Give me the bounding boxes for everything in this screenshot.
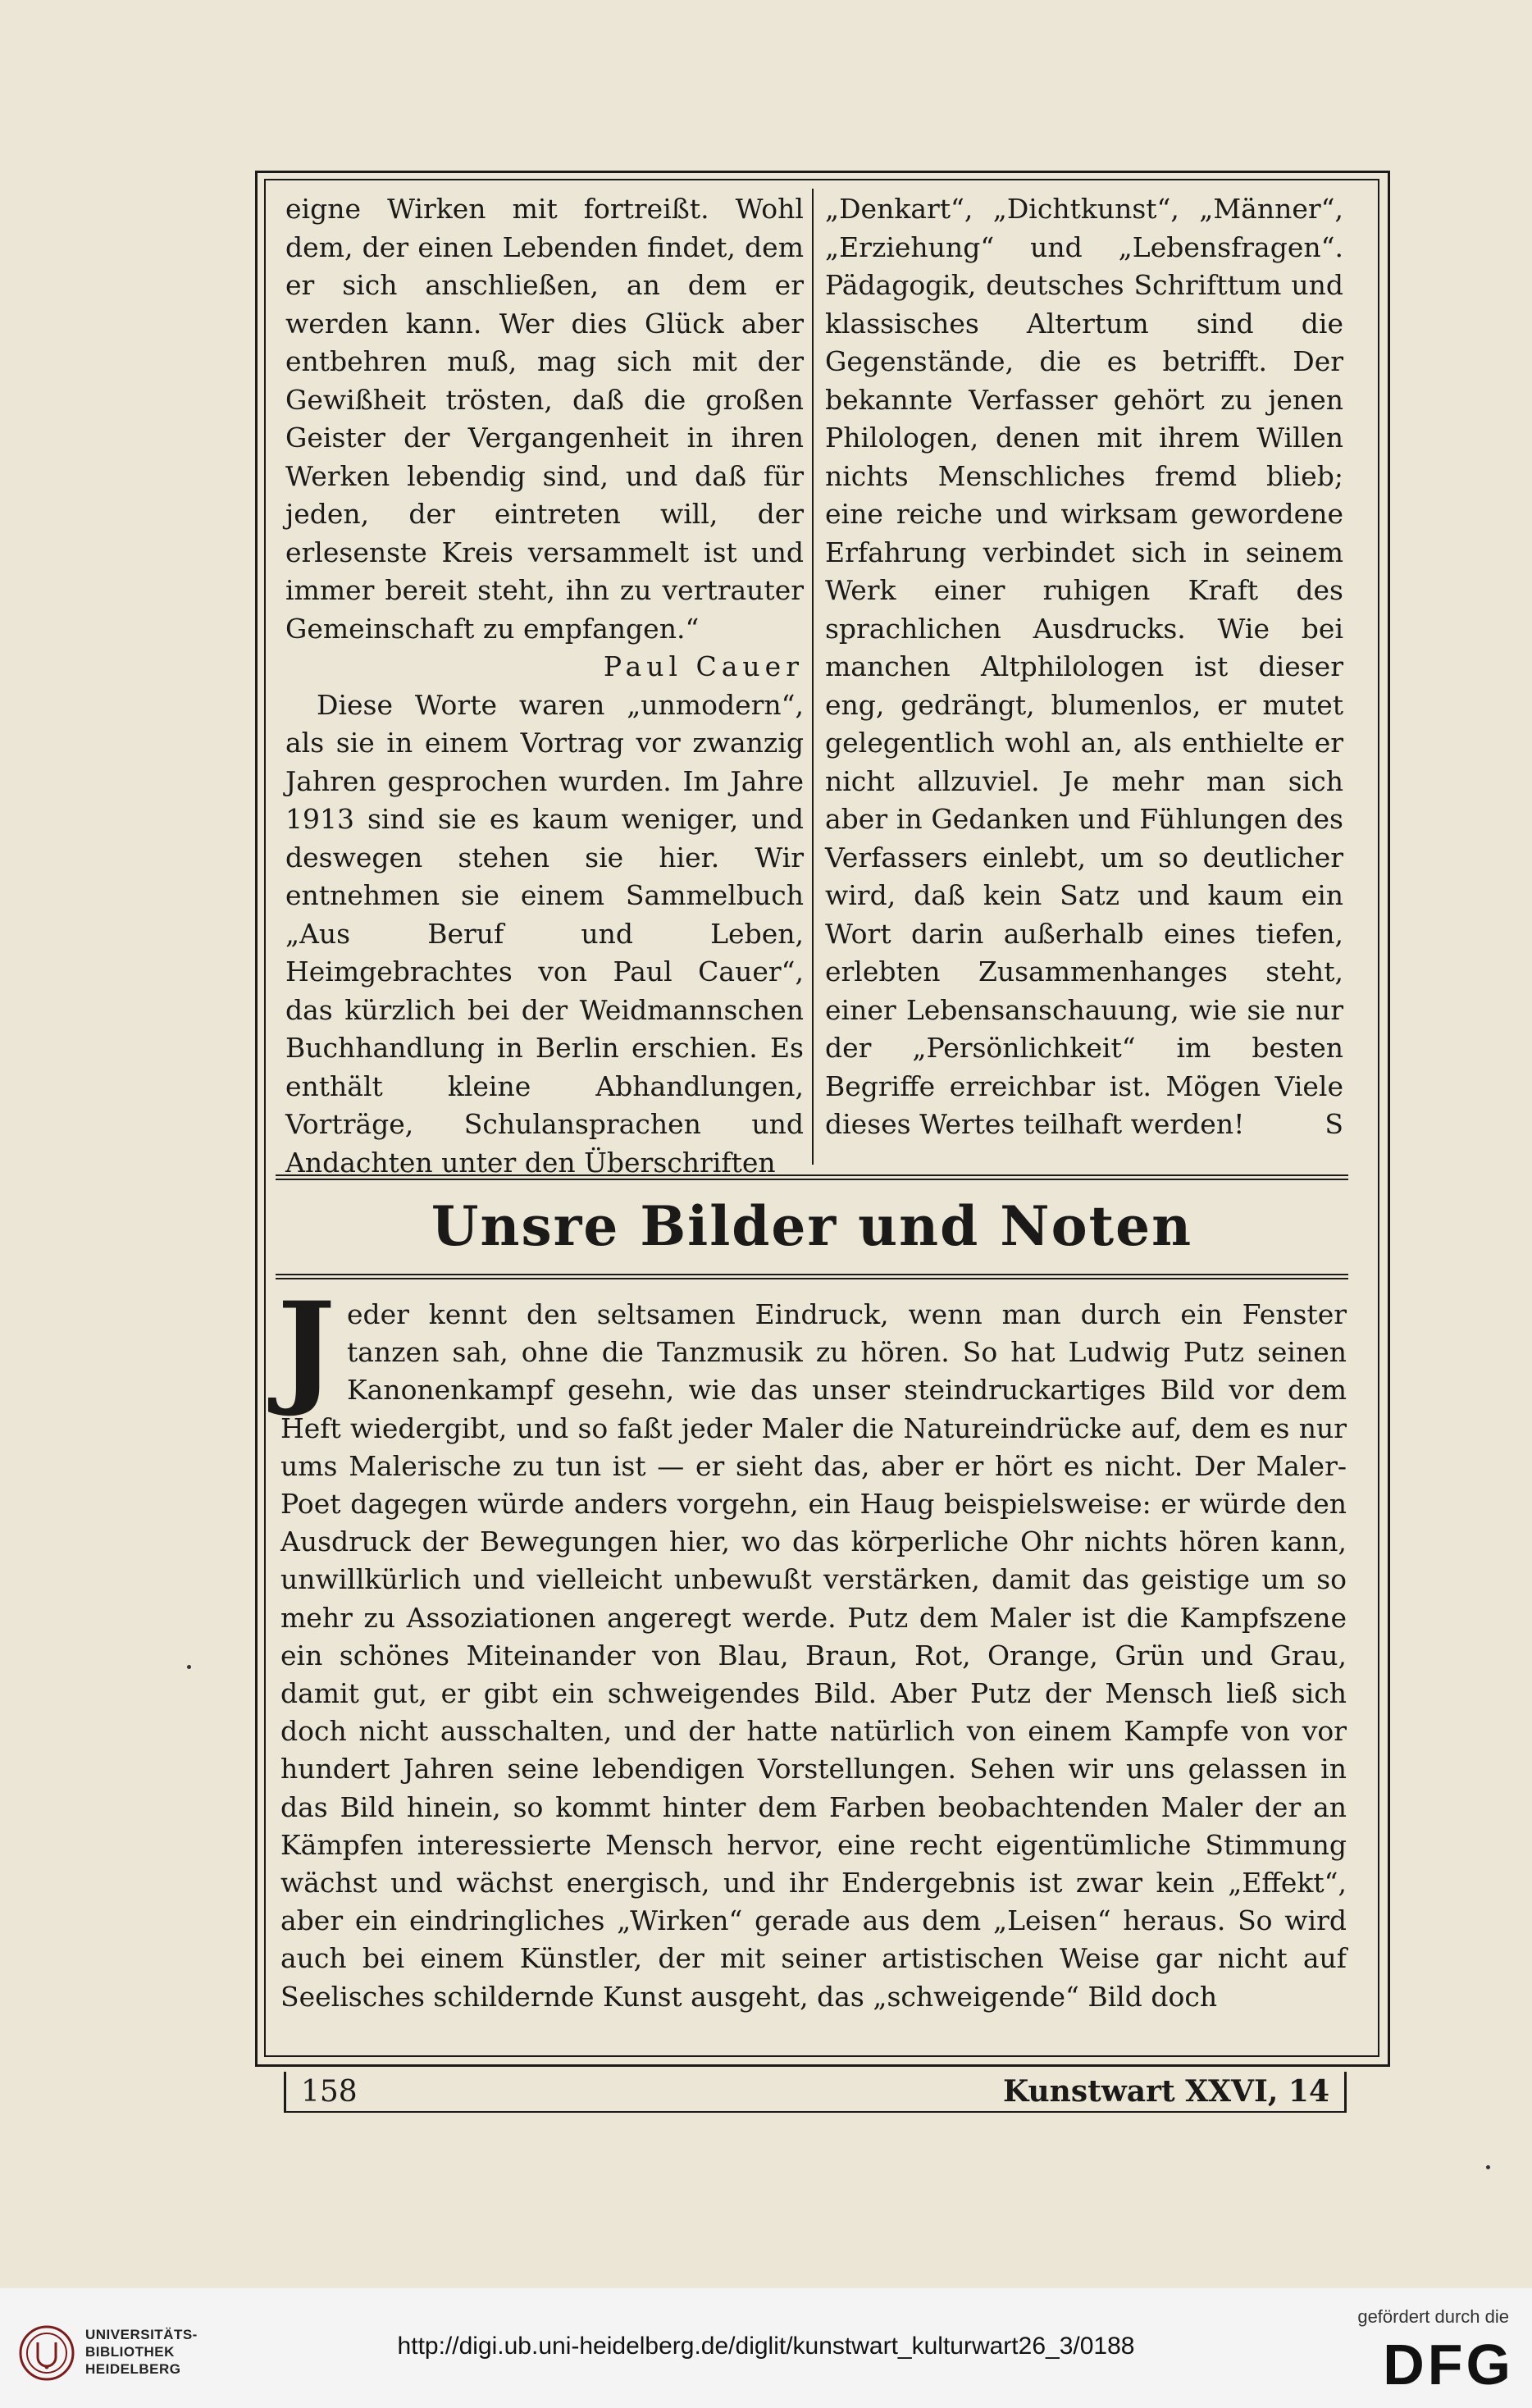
left-column	[285, 190, 804, 1182]
right-column-paragraph	[825, 190, 1343, 1144]
sponsor-caption: gefördert durch die	[1357, 2306, 1509, 2327]
left-column-paragraph-1: eigne Wirken mit fortreißt. Wohl dem, der einen Lebenden findet, dem er sich anschließen, an dem er werden kann. Wer dies Glück aber entbehren muß, mag sich mit der Gewißheit trösten, daß die großen Geister der Vergangenheit in ihren Werken lebendig sind, und daß für jeden, der eintreten will, der erlesenste Kreis versammelt ist und immer bereit steht, ihn zu vertrauter Gemeinschaft zu empfangen.“	[285, 193, 804, 645]
section-title: Unsre Bilder und Noten	[431, 1194, 1193, 1258]
scan-speck	[187, 1665, 191, 1669]
article-text: eder kennt den seltsamen Eindruck, wenn man durch ein Fenster tanzen sah, ohne die Tanzmusik zu hören. So hat Ludwig Putz seinen Kanonenkampf gesehn, wie das unser steindruckartiges Bild vor dem Heft wiedergibt, und so faßt jeder Maler die Natureindrücke auf, dem es nur ums Malerische zu tun ist — er sieht das, aber er hört es nicht. Der Maler-Poet dagegen würde anders vorgehn, ein Haug beispielsweise: er würde den Ausdruck der Bewegungen hier, wo das körperliche Ohr nichts hören kann, unwillkürlich und vielleicht unbewußt verstärken, damit das geistige um so mehr zu Assoziationen angeregt werde. Putz dem Maler ist die Kampfszene ein schönes Miteinander von Blau, Braun, Rot, Orange, Grün und Grau, damit gut, er gibt ein schweigendes Bild. Aber Putz der Mensch ließ sich doch nicht ausschalten, und der hatte natürlich von einem Kampfe von vor hundert Jahren seine lebendigen Vorstellungen. Sehen wir uns gelassen in das Bild hinein, so kommt hinter dem Farben beobachtenden Maler der an Kämpfen interessierte Mensch hervor, eine recht eigentümliche Stimmung wächst und wächst energisch, und ihr Endergebnis ist zwar kein „Effekt“, aber ein eindringliches „Wirken“ gerade aus dem „Leisen“ heraus. So wird auch bei einem Künstler, der mit seiner artistischen Weise gar nicht auf Seelisches schildernde Kunst ausgeht, das „schweigende“ Bild doch	[280, 1298, 1347, 2013]
author-signature: Paul Cauer	[603, 650, 804, 682]
page-number: 158	[301, 2074, 358, 2109]
library-name-line-3: HEIDELBERG	[85, 2361, 181, 2377]
permalink-url[interactable]: http://digi.ub.uni-heidelberg.de/diglit/kunstwart_kulturwart26_3/0188	[397, 2333, 1135, 2360]
library-name-line-2: BIBLIOTHEK	[85, 2344, 175, 2360]
journal-issue: Kunstwart XXVI, 14	[1003, 2074, 1329, 2109]
left-column-paragraph-2: Diese Worte waren „unmodern“, als sie in einem Vortrag vor zwanzig Jahren gesprochen wurden. Im Jahre 1913 sind sie es kaum weniger, und deswegen stehen sie hier. Wir entnehmen sie einem Sammelbuch „Aus Beruf und Leben, Heimgebrachtes von Paul Cauer“, das kürzlich bei der Weidmannschen Buchhandlung in Berlin erschien. Es enthält kleine Abhandlungen, Vorträge, Schulansprachen und Andachten unter den Überschriften	[285, 688, 804, 1179]
scan-speck	[1486, 2165, 1490, 2169]
section-rule-top	[276, 1174, 1348, 1180]
right-column	[825, 190, 1343, 1144]
article-body	[277, 1275, 1347, 2016]
right-column-text: „Denkart“, „Dichtkunst“, „Männer“, „Erziehung“ und „Lebensfragen“. Pädagogik, deutsches Schrifttum und klassisches Altertum sind die Gegenstände, die es betrifft. Der bekannte Verfasser gehört zu jenen Philologen, denen mit ihrem Willen nichts Menschliches fremd blieb; eine reiche und wirksam gewordene Erfahrung verbindet sich in seinem Werk einer ruhigen Kraft des sprachlichen Ausdrucks. Wie bei manchen Altphilologen ist dieser eng, gedrängt, blumenlos, er mutet gelegentlich wohl an, als enthielte er nicht allzuviel. Je mehr man sich aber in Gedanken und Fühlungen des Verfassers einlebt, um so deutlicher wird, daß kein Satz und kaum ein Wort darin außerhalb eines tiefen, erlebten Zusammenhanges steht, einer Lebensanschauung, wie sie nur der „Persönlichkeit“ im besten Begriffe erreichbar ist. Mögen Viele dieses Wertes teilhaft werden!	[825, 193, 1343, 1140]
drop-cap: J	[277, 1275, 335, 1420]
section-rule-bottom	[276, 1274, 1348, 1279]
dfg-logo: DFG	[1383, 2333, 1514, 2397]
page-footer	[284, 2072, 1347, 2113]
column-divider	[812, 189, 814, 1165]
viewer-footer	[0, 2288, 1532, 2408]
library-name-line-1: UNIVERSITÄTS-	[85, 2327, 198, 2342]
right-column-signature: S	[1325, 1108, 1343, 1140]
